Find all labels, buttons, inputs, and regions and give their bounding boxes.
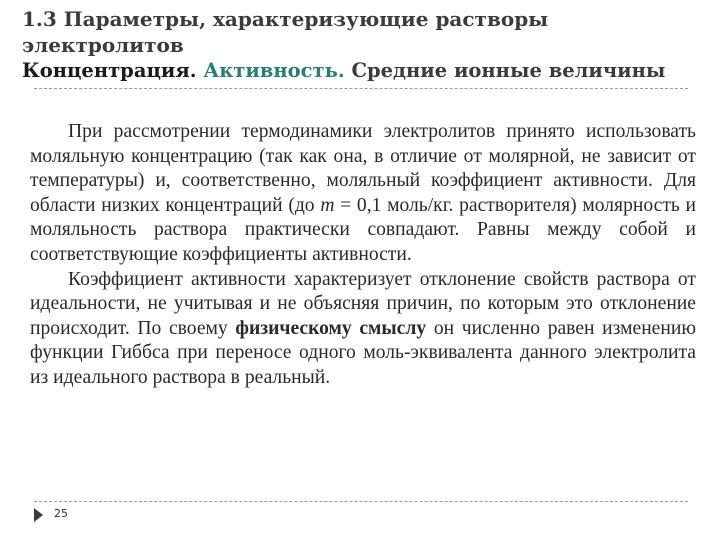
subtitle-ionic-quantities: Средние ионные величины — [351, 59, 666, 82]
paragraph-1-text-b: = 0,1 моль/кг. растворителя) молярность и моляльность раствора практически совпадают. Равны между собой и соответствующие коэффициенты активности. — [30, 194, 697, 265]
paragraph-1-text-a: При рассмотрении термодинамики электролитов принято использовать моляльную концентрацию (так как она, в отличие от молярной, не зависит от температуры) и, соответственно, моляльный коэффициент активности. Для области низких концентраций (до — [30, 121, 696, 216]
footer-divider — [34, 501, 688, 502]
triangle-marker-icon — [34, 508, 43, 522]
paragraph-2-text-a: Коэффициент активности характеризует отклонение свойств раствора от идеальности, не учитывая и не объясняя причин, по которым это отклонение происходит. По своему — [30, 268, 696, 339]
paragraph-1 — [30, 120, 696, 268]
paragraph-2 — [30, 268, 696, 391]
paragraph-2-text-b: он численно равен изменению функции Гиббса при переносе одного моль-эквивалента данного электролита из идеального раствора в реальный. — [30, 317, 696, 388]
physical-meaning-emphasis: физическому смыслу — [235, 317, 427, 339]
title-divider — [34, 88, 688, 89]
title-line-2: электролитов — [22, 33, 184, 57]
title-line-1: 1.3 Параметры, характеризующие растворы — [22, 7, 549, 31]
math-variable-m: m — [320, 194, 335, 216]
subtitle-activity: Активность. — [203, 59, 345, 82]
slide-subtitle — [22, 58, 712, 84]
slide-title — [22, 6, 712, 84]
subtitle-concentration: Концентрация. — [22, 59, 197, 82]
body-text — [30, 120, 696, 391]
page-number: 25 — [54, 507, 68, 520]
